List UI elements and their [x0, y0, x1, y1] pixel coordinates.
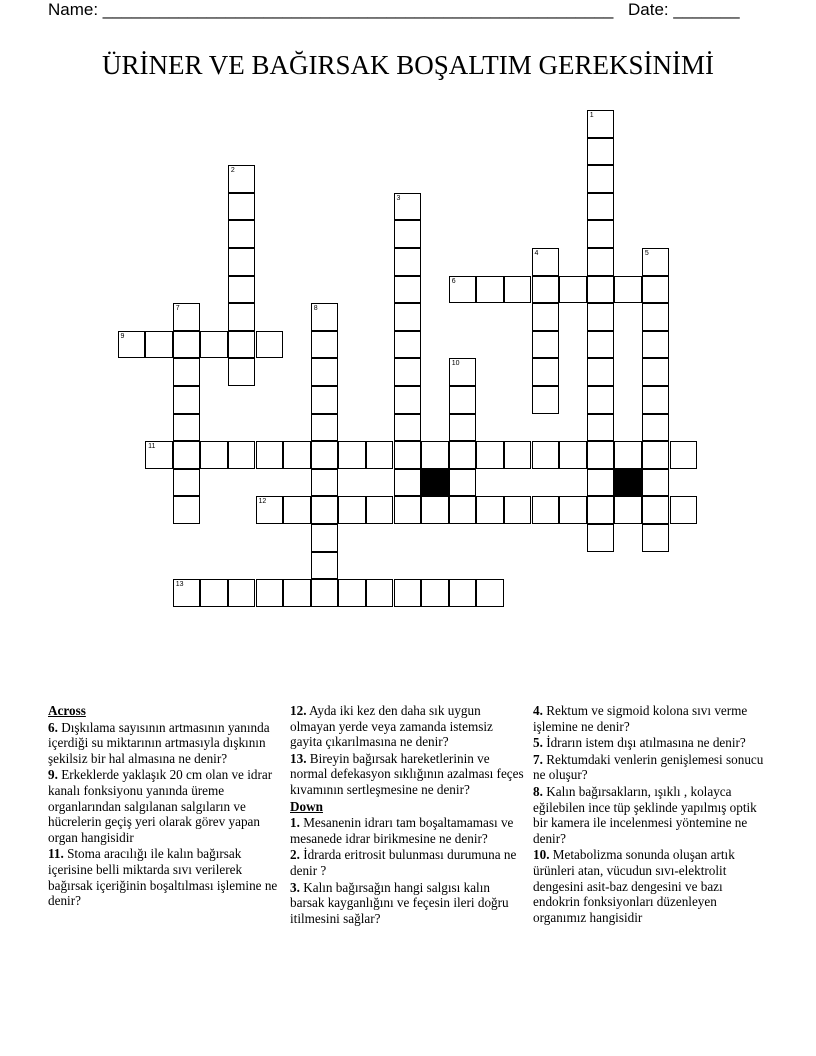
crossword-cell[interactable]: [642, 276, 670, 304]
crossword-cell[interactable]: [173, 386, 201, 414]
crossword-cell[interactable]: [228, 165, 256, 193]
clues-column-1: [48, 703, 284, 910]
clue-number-label: 7.: [533, 751, 543, 767]
clue-number-label: 8.: [533, 783, 543, 799]
clue-item: [533, 784, 769, 846]
crossword-cell[interactable]: [256, 441, 284, 469]
clue-number: 5: [644, 250, 649, 257]
clue-number-label: 13.: [290, 750, 307, 766]
crossword-cell[interactable]: [559, 276, 587, 304]
crossword-cell[interactable]: [228, 579, 256, 607]
clue-number: 4: [534, 250, 539, 257]
clue-text: Rektum ve sigmoid kolona sıvı verme işlemine ne denir?: [533, 703, 748, 734]
clue-number: 11: [148, 443, 156, 451]
clue-number: 8: [313, 305, 318, 313]
crossword-cell[interactable]: [642, 469, 670, 497]
crossword-cell[interactable]: [394, 193, 422, 221]
crossword-cell[interactable]: [394, 441, 422, 469]
crossword-cell[interactable]: [587, 386, 615, 414]
crossword-cell[interactable]: [587, 358, 615, 386]
crossword-cell[interactable]: [587, 524, 615, 552]
crossword-cell[interactable]: [532, 276, 560, 304]
crossword-black-cell: [614, 469, 642, 497]
down-heading: Down: [290, 798, 323, 814]
clue-number: 2: [230, 167, 235, 175]
crossword-cell[interactable]: [311, 414, 339, 442]
clue-number: 10: [451, 360, 460, 368]
crossword-cell[interactable]: [311, 524, 339, 552]
crossword-cell[interactable]: [587, 220, 615, 248]
crossword-cell[interactable]: [449, 358, 477, 386]
crossword-cell[interactable]: [338, 496, 366, 524]
crossword-cell[interactable]: [587, 469, 615, 497]
crossword-cell[interactable]: [283, 579, 311, 607]
crossword-cell[interactable]: [200, 441, 228, 469]
crossword-cell[interactable]: [670, 441, 698, 469]
crossword-cell[interactable]: [118, 331, 146, 359]
crossword-cell[interactable]: [587, 496, 615, 524]
crossword-cell[interactable]: [311, 579, 339, 607]
clues-column-3: [533, 703, 769, 926]
crossword-cell[interactable]: [228, 220, 256, 248]
clue-item: [290, 847, 526, 878]
crossword-cell[interactable]: [173, 331, 201, 359]
name-field-label: Name: ______________________________________________________: [48, 0, 614, 19]
crossword-cell[interactable]: [642, 248, 670, 276]
crossword-cell[interactable]: [532, 248, 560, 276]
crossword-cell[interactable]: [587, 138, 615, 166]
crossword-cell[interactable]: [421, 441, 449, 469]
crossword-cell[interactable]: [476, 276, 504, 304]
clue-number: 6: [451, 277, 456, 285]
crossword-cell[interactable]: [200, 579, 228, 607]
crossword-cell[interactable]: [449, 469, 477, 497]
crossword-cell[interactable]: [559, 496, 587, 524]
crossword-cell[interactable]: [173, 469, 201, 497]
crossword-cell[interactable]: [476, 496, 504, 524]
crossword-cell[interactable]: [394, 496, 422, 524]
crossword-cell[interactable]: [173, 414, 201, 442]
clues-column-2: [290, 703, 526, 927]
crossword-cell[interactable]: [587, 248, 615, 276]
crossword-cell[interactable]: [173, 303, 201, 331]
clue-item: [290, 751, 526, 798]
crossword-cell[interactable]: [173, 441, 201, 469]
crossword-cell[interactable]: [642, 331, 670, 359]
crossword-cell[interactable]: [311, 552, 339, 580]
crossword-cell[interactable]: [394, 469, 422, 497]
crossword-cell[interactable]: [559, 441, 587, 469]
crossword-cell[interactable]: [642, 414, 670, 442]
clue-item: [48, 767, 284, 845]
crossword-cell[interactable]: [642, 496, 670, 524]
crossword-cell[interactable]: [587, 441, 615, 469]
clue-text: Rektumdaki venlerin genişlemesi sonucu ne oluşur?: [533, 751, 764, 783]
crossword-cell[interactable]: [421, 579, 449, 607]
clue-text: Dışkılama sayısının artmasının yanında içerdiği su miktarının artmasıyla dışkının şekilsiz bir hal almasına ne denir?: [48, 719, 270, 766]
crossword-cell[interactable]: [642, 524, 670, 552]
crossword-cell[interactable]: [614, 441, 642, 469]
clue-number: 9: [120, 332, 125, 340]
crossword-cell[interactable]: [173, 358, 201, 386]
crossword-cell[interactable]: [228, 248, 256, 276]
crossword-cell[interactable]: [311, 496, 339, 524]
clue-number-label: 2.: [290, 847, 300, 863]
crossword-cell[interactable]: [504, 276, 532, 304]
crossword-cell[interactable]: [394, 386, 422, 414]
crossword-cell[interactable]: [476, 441, 504, 469]
across-heading: Across: [48, 703, 86, 718]
crossword-cell[interactable]: [449, 441, 477, 469]
crossword-cell[interactable]: [311, 469, 339, 497]
crossword-cell[interactable]: [642, 303, 670, 331]
crossword-cell[interactable]: [311, 303, 339, 331]
clue-text: Bireyin bağırsak hareketlerinin ve normal defekasyon sıklığının azalması feçes kıvamının sertleşmesine ne denir?: [290, 750, 524, 797]
clue-item: [533, 752, 769, 783]
crossword-cell[interactable]: [311, 331, 339, 359]
crossword-black-cell: [421, 469, 449, 497]
crossword-cell[interactable]: [311, 441, 339, 469]
crossword-cell[interactable]: [366, 496, 394, 524]
crossword-cell[interactable]: [449, 496, 477, 524]
crossword-cell[interactable]: [449, 386, 477, 414]
crossword-cell[interactable]: [532, 386, 560, 414]
crossword-cell[interactable]: [532, 441, 560, 469]
crossword-cell[interactable]: [394, 220, 422, 248]
clue-text: İdrarda eritrosit bulunması durumuna ne denir ?: [290, 847, 517, 878]
clue-number-label: 9.: [48, 767, 58, 783]
clue-text: Erkeklerde yaklaşık 20 cm olan ve idrar kanalı fonksiyonu yanında üreme organlarından salgılanan salgıların ve hücrelerin geçiş yeri olarak görev yapan organ hangisidir: [48, 767, 273, 845]
crossword-cell[interactable]: [614, 496, 642, 524]
crossword-cell[interactable]: [449, 414, 477, 442]
clue-item: [290, 880, 526, 927]
crossword-cell[interactable]: [256, 579, 284, 607]
clue-number: 1: [589, 112, 594, 119]
clue-text: Mesanenin idrarı tam boşaltamaması ve mesanede idrar birikmesine ne denir?: [290, 815, 514, 846]
crossword-cell[interactable]: [338, 579, 366, 607]
crossword-cell[interactable]: [228, 276, 256, 304]
crossword-cell[interactable]: [614, 276, 642, 304]
crossword-cell[interactable]: [366, 441, 394, 469]
crossword-cell[interactable]: [228, 193, 256, 221]
crossword-cell[interactable]: [394, 303, 422, 331]
crossword-cell[interactable]: [587, 414, 615, 442]
page-title: ÜRİNER VE BAĞIRSAK BOŞALTIM GEREKSİNİMİ: [101, 50, 715, 80]
clue-item: [290, 703, 526, 750]
clue-item: [533, 847, 769, 925]
crossword-cell[interactable]: [228, 358, 256, 386]
clue-number-label: 11.: [48, 846, 64, 862]
crossword-cell[interactable]: [504, 441, 532, 469]
crossword-cell[interactable]: [532, 358, 560, 386]
crossword-cell[interactable]: [394, 331, 422, 359]
clue-number-label: 4.: [533, 703, 543, 718]
crossword-cell[interactable]: [394, 414, 422, 442]
clue-number-label: 12.: [290, 703, 307, 718]
crossword-cell[interactable]: [256, 331, 284, 359]
clue-number: 12: [258, 498, 267, 506]
crossword-cell[interactable]: [587, 165, 615, 193]
crossword-cell[interactable]: [173, 579, 201, 607]
crossword-cell[interactable]: [173, 496, 201, 524]
date-field-label: Date: _______: [628, 0, 740, 19]
crossword-cell[interactable]: [256, 496, 284, 524]
crossword-cell[interactable]: [587, 276, 615, 304]
clue-item: [533, 735, 769, 751]
crossword-cell[interactable]: [228, 303, 256, 331]
crossword-cell[interactable]: [283, 441, 311, 469]
clue-item: [48, 846, 284, 908]
clue-number: 13: [175, 581, 184, 589]
clue-number-label: 3.: [290, 879, 300, 895]
clue-number-label: 6.: [48, 719, 58, 735]
clue-number-label: 5.: [533, 735, 543, 751]
clue-text: İdrarın istem dışı atılmasına ne denir?: [542, 735, 746, 751]
clue-number-label: 1.: [290, 815, 300, 831]
crossword-cell[interactable]: [394, 248, 422, 276]
crossword-cell[interactable]: [145, 441, 173, 469]
crossword-cell[interactable]: [283, 496, 311, 524]
crossword-cell[interactable]: [394, 579, 422, 607]
clue-text: Ayda iki kez den daha sık uygun olmayan yerde veya zamanda istemsiz gayita çıkarılmasına ne denir?: [290, 703, 493, 750]
crossword-cell[interactable]: [394, 276, 422, 304]
crossword-cell[interactable]: [394, 358, 422, 386]
clue-text: Kalın bağırsağın hangi salgısı kalın barsak kayganlığını ve feçesin ileri doğru itilmesini sağlar?: [290, 879, 509, 926]
crossword-cell[interactable]: [228, 441, 256, 469]
crossword-cell[interactable]: [366, 579, 394, 607]
crossword-cell[interactable]: [449, 276, 477, 304]
crossword-cell[interactable]: [532, 496, 560, 524]
clue-number: 7: [175, 305, 180, 313]
clue-item: [290, 815, 526, 846]
clue-text: Metabolizma sonunda oluşan artık ürünleri atan, vücudun sıvı-elektrolit dengesini asit-baz dengesini ve bazı endokrin fonksiyonları düzenleyen organımız hangisidir: [533, 847, 735, 925]
crossword-cell[interactable]: [311, 358, 339, 386]
clue-text: Stoma aracılığı ile kalın bağırsak içerisine belli miktarda sıvı verilerek bağırsak içeriğinin boşaltılması işlemine ne denir?: [48, 846, 278, 909]
clue-number: 3: [396, 194, 401, 202]
crossword-cell[interactable]: [338, 441, 366, 469]
crossword-cell[interactable]: [642, 386, 670, 414]
clue-number-label: 10.: [533, 847, 550, 863]
crossword-cell[interactable]: [504, 496, 532, 524]
clue-text: Kalın bağırsakların, ışıklı , kolayca eğilebilen ince tüp şeklinde yapılmış optik bir kamera ile incelenmesi yöntemine ne denir?: [533, 783, 757, 846]
crossword-cell[interactable]: [587, 331, 615, 359]
crossword-cell[interactable]: [311, 386, 339, 414]
clue-item: [533, 703, 769, 734]
crossword-cell[interactable]: [449, 579, 477, 607]
crossword-cell[interactable]: [145, 331, 173, 359]
crossword-cell[interactable]: [476, 579, 504, 607]
crossword-cell[interactable]: [532, 303, 560, 331]
crossword-cell[interactable]: [587, 193, 615, 221]
crossword-cell[interactable]: [642, 441, 670, 469]
crossword-cell[interactable]: [587, 110, 615, 138]
clue-item: [48, 720, 284, 767]
crossword-cell[interactable]: [587, 303, 615, 331]
crossword-cell[interactable]: [670, 496, 698, 524]
crossword-cell[interactable]: [228, 331, 256, 359]
crossword-cell[interactable]: [642, 358, 670, 386]
crossword-cell[interactable]: [532, 331, 560, 359]
crossword-cell[interactable]: [200, 331, 228, 359]
crossword-cell[interactable]: [421, 496, 449, 524]
